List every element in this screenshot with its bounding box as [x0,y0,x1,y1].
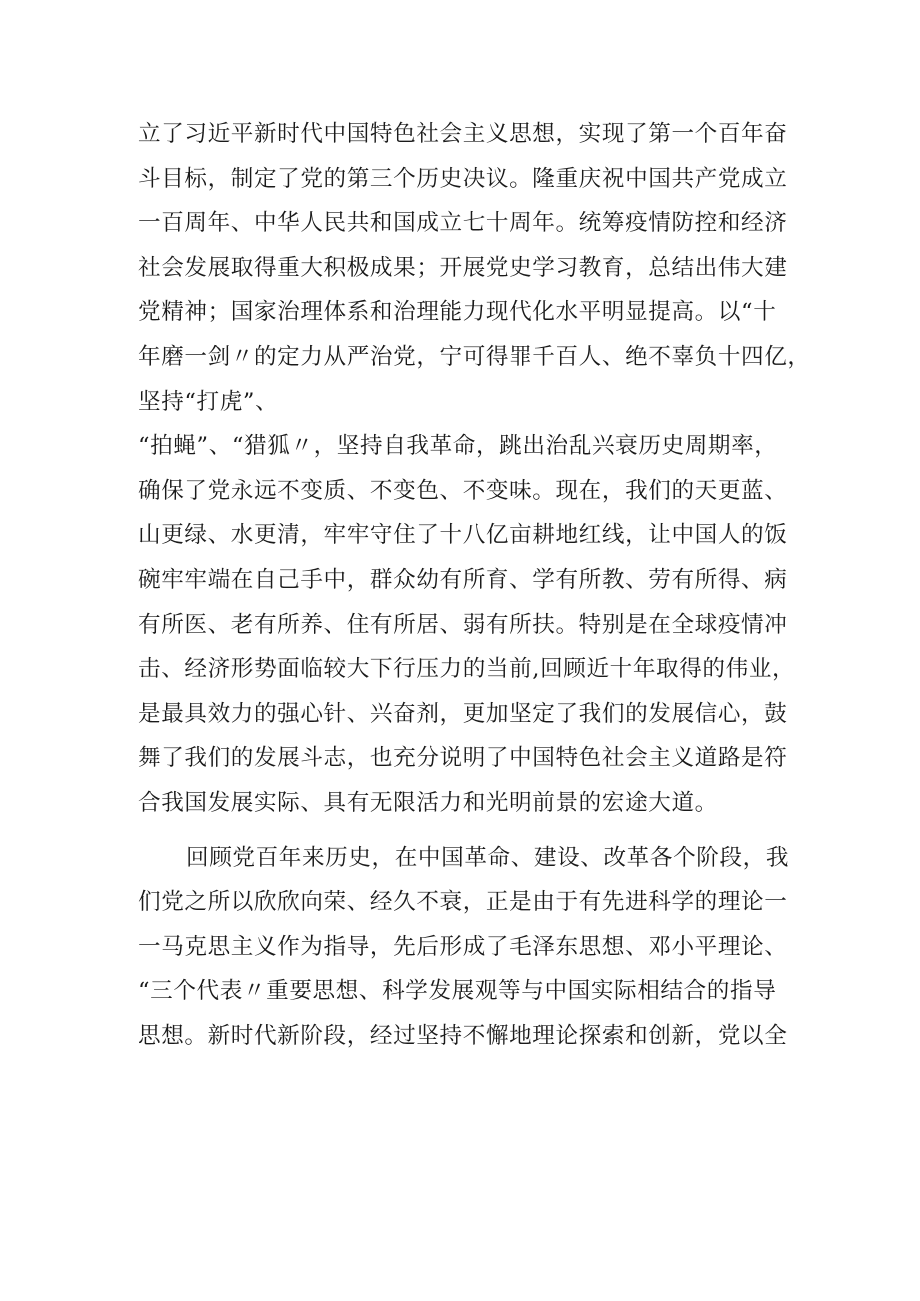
text-line: “三个代表〃重要思想、科学发展观等与中国实际相结合的指导 [138,978,777,1005]
text-line: 有所医、老有所养、住有所居、弱有所扶。特别是在全球疫情冲 [138,611,788,638]
text-line: 是最具效力的强心针、兴奋剂，更加坚定了我们的发展信心，鼓 [138,700,788,727]
text-line: 舞了我们的发展斗志，也充分说明了中国特色社会主义道路是符 [138,745,788,772]
text-line: 坚持“打虎”、 [138,388,279,415]
text-line: 确保了党永远不变质、不变色、不变味。现在，我们的天更蓝、 [138,477,788,504]
text-line: 回顾党百年来历史，在中国革命、建设、改革各个阶段，我 [186,844,790,871]
text-line: 社会发展取得重大积极成果；开展党史学习教育，总结出伟大建 [138,254,788,281]
text-line: 立了习近平新时代中国特色社会主义思想，实现了第一个百年奋 [138,121,788,147]
paragraph-1 [138,112,811,826]
text-line: 思想。新时代新阶段，经过坚持不懈地理论探索和创新，党以全 [138,1022,788,1049]
paragraph-spacer [138,826,808,836]
document-body [138,112,811,1058]
text-line: 一百周年、中华人民共和国成立七十周年。统筹疫情防控和经济 [138,210,788,237]
text-line: 斗目标，制定了党的第三个历史决议。隆重庆祝中国共产党成立 [138,165,788,192]
text-line: 们党之所以欣欣向荣、经久不衰，正是由于有先进科学的理论一 [138,889,788,916]
text-line: 一马克思主义作为指导，先后形成了毛泽东思想、邓小平理论、 [138,933,788,960]
text-line: “拍蝇”、“猎狐〃，坚持自我革命，跳出治乱兴衰历史周期率， [138,433,778,460]
text-line: 山更绿、水更清，牢牢守住了十八亿亩耕地红线，让中国人的饭 [138,522,788,549]
text-line: 党精神；国家治理体系和治理能力现代化水平明显提高。以“十 [138,299,777,326]
paragraph-2 [138,836,808,1059]
text-line: 年磨一剑〃的定力从严治党，宁可得罪千百人、绝不辜负十四亿， [138,343,811,370]
text-line: 碗牢牢端在自己手中，群众幼有所育、学有所教、劳有所得、病 [138,566,788,593]
text-line: 合我国发展实际、具有无限活力和光明前景的宏途大道。 [138,789,718,816]
text-line: 击、经济形势面临较大下行压力的当前,回顾近十年取得的伟业， [138,656,796,683]
